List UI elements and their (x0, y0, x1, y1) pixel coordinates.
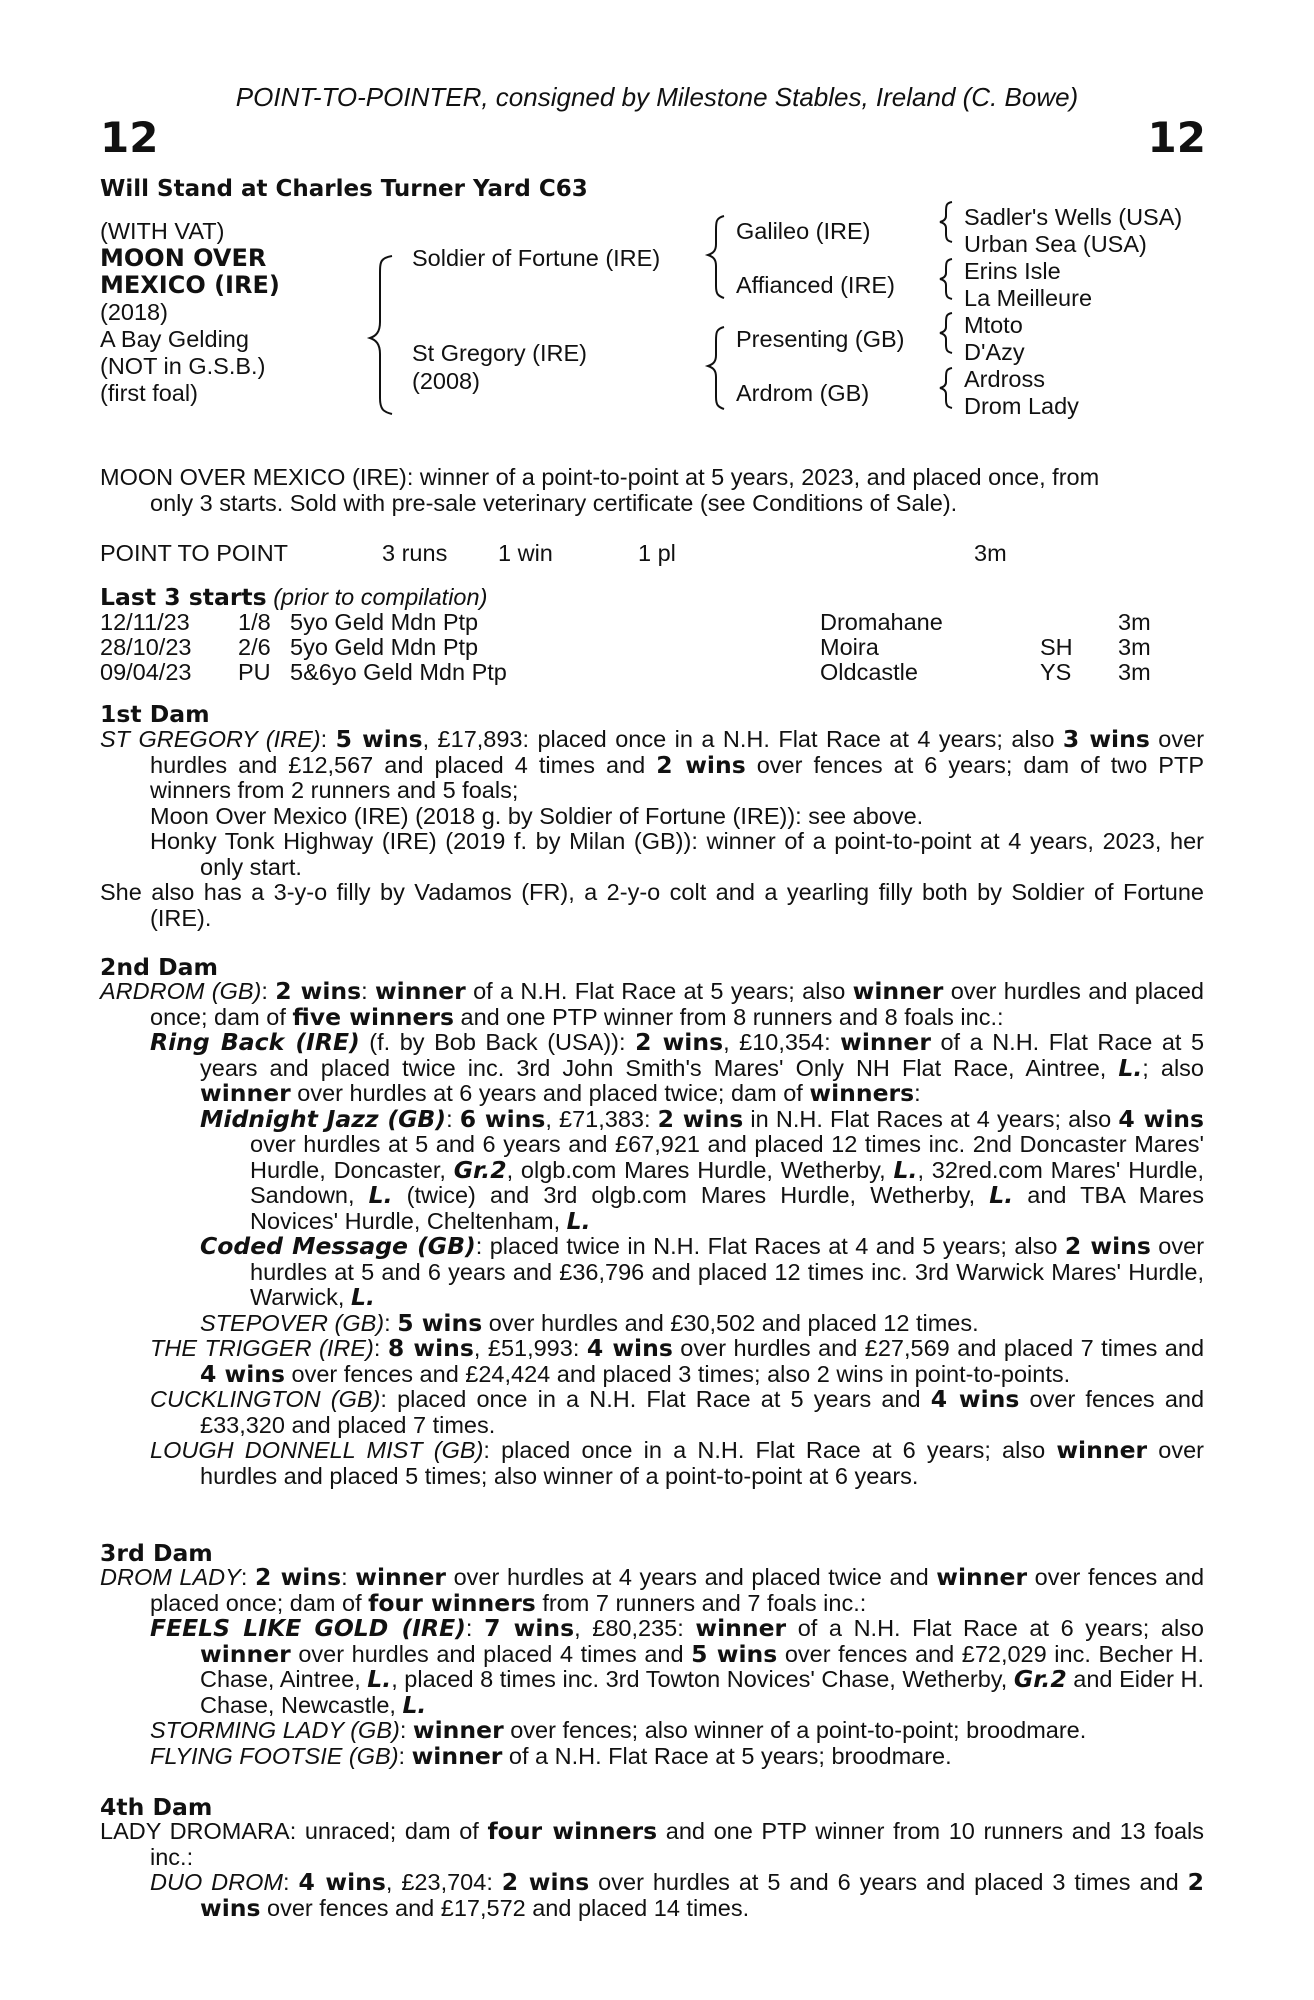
progeny-storming-lady: STORMING LADY (GB): winner over fences; also winner of a point-to-point; broodmare. (150, 1716, 1087, 1744)
foal-entry: Honky Tonk Highway (IRE) (2019 f. by Milan (GB)): winner of a point-to-point at 4 years, 2023, her only start. (150, 828, 1204, 880)
ancestor: Ardross (964, 366, 1045, 392)
progeny-cucklington: CUCKLINGTON (GB): placed once in a N.H. Flat Race at 5 years and 4 wins over fences and £33,320 and placed 7 times. (150, 1385, 1205, 1438)
progeny-flying-footsie: FLYING FOOTSIE (GB): winner of a N.H. Flat Race at 5 years; broodmare. (150, 1741, 952, 1770)
brace-g3 (940, 313, 952, 353)
last-starts-heading: Last 3 starts (prior to compilation) (100, 583, 488, 611)
horse-name-line1: MOON OVER (100, 244, 267, 272)
progeny-ring-back: Ring Back (IRE) (f. by Bob Back (USA)): 2 wins, £10,354: winner of a N.H. Flat Race at 5 years and placed twice inc. 3rd John Smith's Mares' Only NH Flat Race, Aintree, L.; also winner over hurdles at 6 years and placed twice; dam of winners: (150, 1028, 1205, 1107)
fourth-dam-record: LADY DROMARA: unraced; dam of four winners and one PTP winner from 10 runners and 13 foals inc.: (100, 1817, 1204, 1870)
progeny-stepover: STEPOVER (GB): 5 wins over hurdles and £30,502 and placed 12 times. (200, 1308, 979, 1337)
ancestor: Mtoto (964, 312, 1023, 338)
consignment-line: POINT-TO-POINTER, consigned by Milestone Stables, Ireland (C. Bowe) (235, 82, 1079, 112)
horse-summary: MOON OVER MEXICO (IRE): winner of a point-to-point at 5 years, 2023, and placed once, from only 3 starts. Sold with pre-sale veterinary certificate (see Conditions of Sale). (100, 464, 1100, 516)
dam-dam: Ardrom (GB) (736, 380, 870, 406)
brace-g4 (940, 368, 952, 408)
sire-name: Soldier of Fortune (IRE) (412, 245, 661, 271)
foal-note: (first foal) (100, 380, 198, 406)
second-dam-section (100, 979, 1204, 1489)
second-dam-heading: 2nd Dam (100, 953, 218, 981)
progeny-duo-drom: DUO DROM: 4 wins, £23,704: 2 wins over hurdles at 5 and 6 years and placed 3 times and 2 wins over fences and £17,572 and placed 14 times. (150, 1868, 1204, 1922)
second-dam-record: ARDROM (GB): 2 wins: winner of a N.H. Flat Race at 5 years; also winner over hurdles and placed once; dam of five winners and one PTP winner from 8 runners and 8 foals inc.: (100, 977, 1205, 1031)
ancestor: Erins Isle (964, 258, 1061, 284)
fourth-dam-heading: 4th Dam (100, 1793, 213, 1821)
sire-sire: Galileo (IRE) (736, 218, 871, 244)
lot-number-left: 12 (100, 113, 159, 162)
fourth-dam-section (100, 1819, 1204, 1921)
lot-number-right: 12 (1147, 113, 1206, 162)
pedigree-generation-3 (964, 204, 1182, 420)
dam-sire: Presenting (GB) (736, 326, 905, 352)
last-start-row: 09/04/23 PU 5&6yo Geld Mdn Ptp Oldcastle YS 3m (100, 659, 1151, 685)
vat-label: (WITH VAT) (100, 218, 225, 244)
progeny-lough-donnell-mist: LOUGH DONNELL MIST (GB): placed once in a N.H. Flat Race at 6 years; also winner over hurdles and placed 5 times; also winner of a point-to-point at 6 years. (150, 1436, 1204, 1489)
stand-location: Will Stand at Charles Turner Yard C63 (100, 176, 588, 202)
gsb-status: (NOT in G.S.B.) (100, 353, 266, 379)
dam-year: (2008) (412, 368, 480, 394)
ptp-record: POINT TO POINT 3 runs 1 win 1 pl 3m (100, 540, 1007, 566)
ancestor: Urban Sea (USA) (964, 231, 1147, 257)
ancestor: Sadler's Wells (USA) (964, 204, 1183, 230)
progeny-midnight-jazz: Midnight Jazz (GB): 6 wins, £71,383: 2 wins in N.H. Flat Races at 4 years; also 4 wins over hurdles at 5 and 6 years and £67,921 and placed 12 times inc. 2nd Doncaster Mares' Hurdle, Doncaster, Gr.2, olgb.com Mares Hurdle, Wetherby, L., 32red.com Mares' Hurdle, Sandown, L. (twice) and 3rd olgb.com Mares Hurdle, Wetherby, L. and TBA Mares Novices' Hurdle, Cheltenham, L. (200, 1104, 1204, 1235)
brace-dam (708, 327, 724, 409)
sire-dam: Affianced (IRE) (736, 272, 895, 298)
third-dam-heading: 3rd Dam (100, 1539, 213, 1567)
ancestor: La Meilleure (964, 285, 1093, 311)
ancestor: Drom Lady (964, 393, 1079, 419)
third-dam-section (100, 1565, 1204, 1769)
first-dam-record: ST GREGORY (IRE): 5 wins, £17,893: placed once in a N.H. Flat Race at 4 years; also 3 wins over hurdles and £12,567 and placed 4 times and 2 wins over fences at 6 years; dam of two PTP winners from 2 runners and 5 foals; (100, 725, 1205, 803)
horse-description: A Bay Gelding (100, 326, 249, 352)
brace-g2 (940, 259, 952, 299)
last-start-row: 12/11/23 1/8 5yo Geld Mdn Ptp Dromahane 3m (100, 609, 1151, 635)
horse-name-line2: MEXICO (IRE) (100, 271, 280, 299)
progeny-feels-like-gold: FEELS LIKE GOLD (IRE): 7 wins, £80,235: winner of a N.H. Flat Race at 6 years; also winner over hurdles and placed 4 times and 5 wins over fences and £72,029 inc. Becher H. Chase, Aintree, L., placed 8 times inc. 3rd Towton Novices' Chase, Wetherby, Gr.2 and Eider H. Chase, Newcastle, L. (150, 1614, 1204, 1719)
brace-g1 (940, 202, 952, 242)
first-dam-heading: 1st Dam (100, 700, 210, 728)
progeny-the-trigger: THE TRIGGER (IRE): 8 wins, £51,993: 4 wins over hurdles and £27,569 and placed 7 times and 4 wins over fences and £24,424 and placed 3 times; also 2 wins in point-to-points. (150, 1334, 1205, 1388)
other-progeny: She also has a 3-y-o filly by Vadamos (FR), a 2-y-o colt and a yearling filly both by Soldier of Fortune (IRE). (100, 879, 1204, 931)
foaling-year: (2018) (100, 299, 168, 325)
brace-sire (708, 216, 724, 298)
third-dam-record: DROM LADY: 2 wins: winner over hurdles at 4 years and placed twice and winner over fences and placed once; dam of four winners from 7 runners and 7 foals inc.: (100, 1563, 1205, 1617)
last-start-row: 28/10/23 2/6 5yo Geld Mdn Ptp Moira SH 3m (100, 634, 1151, 660)
first-dam-section (100, 727, 1204, 931)
brace-sire-dam (370, 256, 392, 414)
ancestor: D'Azy (964, 339, 1025, 365)
foal-entry: Moon Over Mexico (IRE) (2018 g. by Soldier of Fortune (IRE)): see above. (150, 802, 924, 829)
dam-name: St Gregory (IRE) (412, 340, 587, 366)
progeny-coded-message: Coded Message (GB): placed twice in N.H. Flat Races at 4 and 5 years; also 2 wins over hurdles at 5 and 6 years and £36,796 and placed 12 times inc. 3rd Warwick Mares' Hurdle, Warwick, L. (200, 1232, 1205, 1311)
